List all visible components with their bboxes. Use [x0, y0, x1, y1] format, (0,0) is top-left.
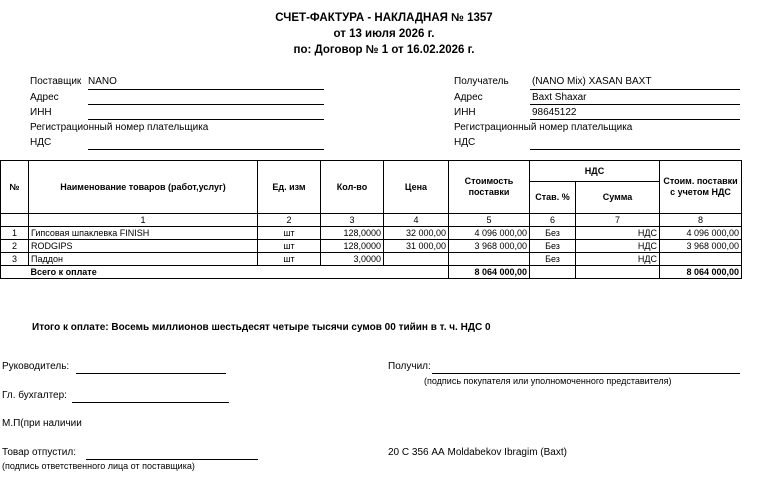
total-row — [1, 266, 742, 279]
column-number: 8 — [660, 214, 742, 227]
table-header-row — [1, 161, 742, 182]
recipient-address-label: Адрес — [454, 92, 483, 103]
total-spacer — [1, 266, 29, 279]
supplier-nds-line — [88, 149, 324, 150]
col-name-header: Наименование товаров (работ,услуг) — [29, 161, 258, 214]
item-nds-rate: Без — [530, 253, 576, 266]
recipient-name-line — [530, 89, 740, 90]
proxy-info: 20 С 356 АА Moldabekov Ibragim (Baxt) — [388, 447, 567, 458]
item-name: RODGIPS — [29, 240, 258, 253]
supplier-nds-label: НДС — [30, 137, 52, 148]
item-name: Паддон — [29, 253, 258, 266]
column-number: 7 — [576, 214, 660, 227]
supplier-name: NANO — [88, 76, 117, 87]
item-qty: 128,0000 — [321, 227, 384, 240]
total-cost: 8 064 000,00 — [449, 266, 530, 279]
invoice-contract: по: Договор № 1 от 16.02.2026 г. — [293, 44, 475, 56]
recipient-address-line — [530, 104, 740, 105]
col-no-header: № — [1, 161, 29, 214]
recipient-nds-line — [530, 149, 740, 150]
col-nds-header: НДС — [530, 161, 660, 182]
item-price: 32 000,00 — [384, 227, 449, 240]
item-qty: 128,0000 — [321, 240, 384, 253]
column-number: 5 — [449, 214, 530, 227]
item-unit: шт — [258, 240, 321, 253]
row-number: 2 — [1, 240, 29, 253]
received-label: Получил: — [388, 361, 431, 372]
accountant-label: Гл. бухгалтер: — [2, 390, 67, 401]
column-number: 2 — [258, 214, 321, 227]
recipient-label: Получатель — [454, 76, 509, 87]
recipient-reg-label: Регистрационный номер плательщика — [454, 122, 633, 133]
invoice-date: от 13 июля 2026 г. — [333, 28, 435, 40]
manager-label: Руководитель: — [2, 361, 70, 372]
item-qty: 3,0000 — [321, 253, 384, 266]
row-number: 1 — [1, 227, 29, 240]
col-sum-header: Сумма — [576, 182, 660, 214]
item-cost — [449, 253, 530, 266]
supplier-inn-label: ИНН — [30, 107, 52, 118]
supplier-label: Поставщик — [30, 76, 82, 87]
item-nds-sum: НДС — [576, 253, 660, 266]
invoice-table — [0, 160, 742, 279]
item-nds-rate: Без — [530, 227, 576, 240]
column-number-row — [1, 214, 742, 227]
manager-signature-line — [76, 373, 226, 374]
received-note: (подпись покупателя или уполномоченного представителя) — [424, 376, 672, 386]
total-label: Всего к оплате — [29, 266, 449, 279]
stamp-label: М.П(при наличии — [2, 418, 82, 429]
supplier-inn-line — [88, 119, 324, 120]
recipient-nds-label: НДС — [454, 137, 476, 148]
item-unit: шт — [258, 227, 321, 240]
col-price-header: Цена — [384, 161, 449, 214]
item-total: 3 968 000,00 — [660, 240, 742, 253]
item-total: 4 096 000,00 — [660, 227, 742, 240]
supplier-address-line — [88, 104, 324, 105]
col-rate-header: Став. % — [530, 182, 576, 214]
table-row — [1, 253, 742, 266]
col-unit-header: Ед. изм — [258, 161, 321, 214]
supplier-address-label: Адрес — [30, 92, 59, 103]
col-cost-header: Стоимость поставки — [449, 161, 530, 214]
released-label: Товар отпустил: — [2, 447, 76, 458]
recipient-inn-line — [530, 119, 740, 120]
received-signature-line — [432, 373, 740, 374]
item-cost: 4 096 000,00 — [449, 227, 530, 240]
item-nds-sum: НДС — [576, 227, 660, 240]
table-row — [1, 227, 742, 240]
item-nds-sum: НДС — [576, 240, 660, 253]
item-total — [660, 253, 742, 266]
col-qty-header: Кол-во — [321, 161, 384, 214]
column-number: 4 — [384, 214, 449, 227]
total-with-nds: 8 064 000,00 — [660, 266, 742, 279]
released-note: (подпись ответственного лица от поставщика) — [2, 461, 195, 471]
table-row — [1, 240, 742, 253]
recipient-address: Baxt Shaxar — [532, 92, 587, 103]
item-nds-rate: Без — [530, 240, 576, 253]
column-number: 3 — [321, 214, 384, 227]
item-price: 31 000,00 — [384, 240, 449, 253]
recipient-inn-label: ИНН — [454, 107, 476, 118]
row-number: 3 — [1, 253, 29, 266]
amount-in-words: Итого к оплате: Восемь миллионов шестьдесят четыре тысячи сумов 00 тийин в т. ч. НДС 0 — [32, 322, 491, 333]
total-nds-sum — [576, 266, 660, 279]
item-cost: 3 968 000,00 — [449, 240, 530, 253]
total-nds-rate — [530, 266, 576, 279]
column-number: 1 — [29, 214, 258, 227]
accountant-signature-line — [72, 402, 229, 403]
column-number: 6 — [530, 214, 576, 227]
invoice-title: СЧЕТ-ФАКТУРА - НАКЛАДНАЯ № 1357 — [275, 12, 493, 24]
recipient-inn: 98645122 — [532, 107, 577, 118]
supplier-reg-label: Регистрационный номер плательщика — [30, 122, 209, 133]
supplier-name-line — [88, 89, 324, 90]
item-unit: шт — [258, 253, 321, 266]
released-signature-line — [86, 459, 258, 460]
item-name: Гипсовая шпаклевка FINISH — [29, 227, 258, 240]
item-price — [384, 253, 449, 266]
recipient-name: (NANO Mix) XASAN BAXT — [532, 76, 652, 87]
column-number — [1, 214, 29, 227]
col-total-header: Стоим. поставки с учетом НДС — [660, 161, 742, 214]
